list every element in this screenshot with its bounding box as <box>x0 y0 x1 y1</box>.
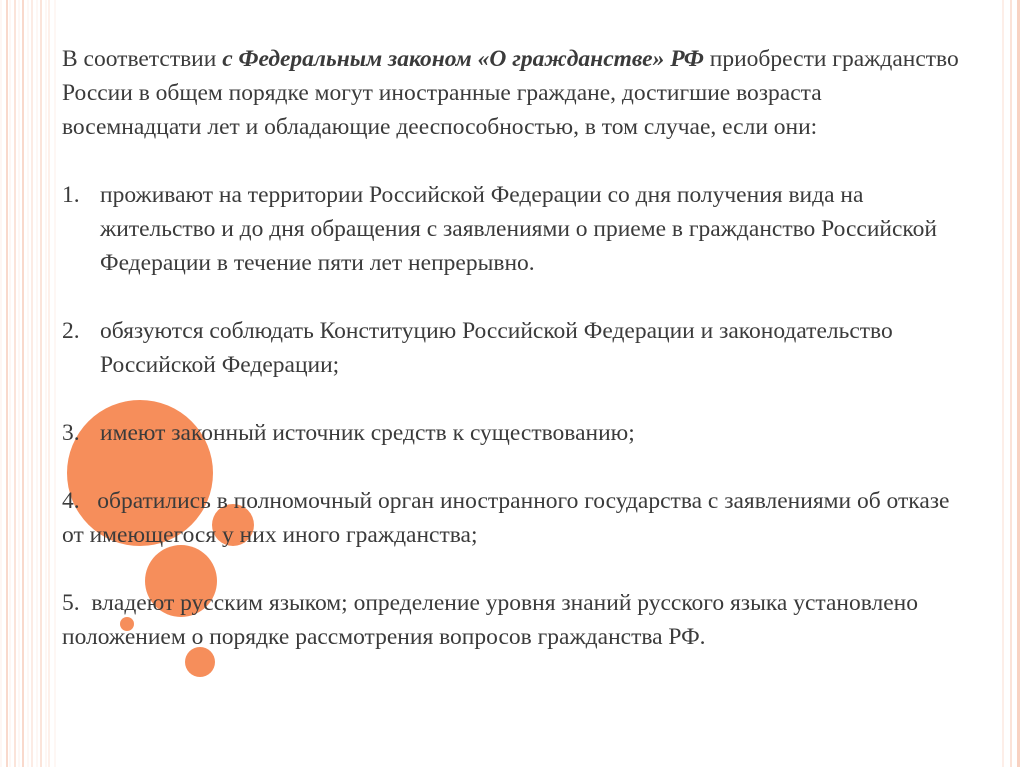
stripe <box>1017 0 1020 767</box>
list-item-number: 5. <box>62 590 80 616</box>
slide-body <box>62 42 962 688</box>
list-item <box>62 586 962 654</box>
list-item <box>62 178 962 280</box>
stripe <box>22 0 24 767</box>
right-decorative-stripes <box>994 0 1024 767</box>
stripe <box>48 0 50 767</box>
list-item-number: 3. <box>62 420 80 446</box>
intro-paragraph <box>62 42 962 144</box>
list-item-number: 1. <box>62 182 80 208</box>
list-item-text: обязуются соблюдать Конституцию Российской Федерации и законодательство Российской Федерации; <box>100 318 893 378</box>
stripe <box>31 0 33 767</box>
list-item-text: владеют русским языком; определение уровня знаний русского языка установлено положением о порядке рассмотрения вопросов гражданства РФ. <box>62 590 918 650</box>
list-item-number: 4. <box>62 488 80 514</box>
list-item <box>62 314 962 382</box>
intro-prefix: В соответствии <box>62 46 223 72</box>
stripe <box>1010 0 1012 767</box>
list-item <box>62 484 962 552</box>
list-item-text: проживают на территории Российской Федерации со дня получения вида на жительство и до дня обращения с заявлениями о приеме в гражданство Российской Федерации в течение пяти лет непрерывно. <box>100 182 937 276</box>
stripe <box>6 0 8 767</box>
left-decorative-stripes <box>0 0 56 767</box>
list-item-number: 2. <box>62 318 80 344</box>
intro-rest: приобрести гражданство России в общем порядке могут иностранные граждане, достигшие возраста восемнадцати лет и обладающие дееспособностью, в том случае, если они: <box>62 46 959 140</box>
stripe <box>14 0 16 767</box>
stripe <box>1002 0 1004 767</box>
law-reference: с Федеральным законом «О гражданстве» РФ <box>222 46 704 72</box>
list-item <box>62 416 962 450</box>
list-item-text: обратились в полномочный орган иностранного государства с заявлениями об отказе от имеющегося у них иного гражданства; <box>62 488 950 548</box>
list-item-text: имеют законный источник средств к существованию; <box>100 420 635 446</box>
stripe <box>40 0 42 767</box>
